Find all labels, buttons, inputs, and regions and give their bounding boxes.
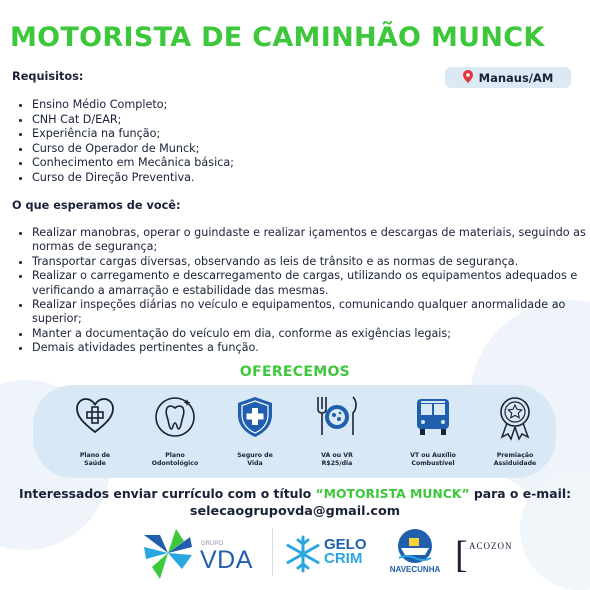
divider (272, 528, 273, 576)
list-item: • Manter a documentação do veículo em dia, conforme as exigências legais; (32, 327, 590, 341)
list-item: • Demais atividades pertinentes a função. (32, 341, 590, 355)
meal-icon (314, 393, 360, 439)
list-item: • Experiência na função; (32, 127, 332, 142)
snowflake-icon (283, 534, 323, 574)
acozon-bracket: [ (455, 534, 468, 576)
benefit-label: Plano de Saúde (79, 452, 111, 467)
list-item: • Curso de Operador de Munck; (32, 142, 332, 157)
call-to-action: Interessados enviar currículo com o título “MOTORISTA MUNCK” para o e-mail: (18, 486, 572, 501)
list-item: • Transportar cargas diversas, observando as leis de trânsito e as normas de segurança. (32, 255, 590, 269)
benefit-meal-voucher (297, 385, 377, 478)
expectations-heading: O que esperamos de você: (12, 199, 181, 212)
benefits-panel (33, 385, 556, 478)
requirements-list (18, 98, 332, 185)
offers-heading: OFERECEMOS (239, 364, 351, 380)
benefit-label: VT ou Auxílio Combustível (410, 452, 456, 467)
requirements-heading: Requisitos: (12, 70, 84, 83)
benefit-label: Premiação Assiduidade (493, 452, 537, 467)
expectations-list (18, 226, 590, 356)
location-text: Manaus/AM (478, 70, 554, 85)
award-ribbon-icon (494, 395, 536, 441)
shield-cross-icon (234, 395, 276, 439)
tooth-icon (154, 395, 196, 437)
navecunha-logo: NAVECUNHA (385, 528, 445, 580)
benefit-label: Seguro de Vida (237, 452, 273, 467)
map-pin-icon (463, 70, 473, 86)
vda-mark-icon (140, 525, 196, 581)
ship-icon (395, 528, 435, 564)
list-item: • Realizar manobras, operar o guindaste e realizar içamentos e descargas de materiais, seguindo as normas de segurança; (32, 226, 590, 255)
list-item: • CNH Cat D/EAR; (32, 113, 332, 128)
benefit-health-plan (55, 385, 135, 478)
list-item: • Realizar o carregamento e descarregamento de cargas, utilizando os equipamentos adequados e verificando a amarração e estabilidade das mesmas. (32, 269, 590, 298)
gelo-crim-logo: GELO CRIM (283, 532, 383, 578)
benefit-dental-plan (135, 385, 215, 478)
location-badge (445, 67, 571, 88)
list-item: • Realizar inspeções diárias no veículo e equipamentos, comunicando qualquer anormalidade ao superior; (32, 298, 590, 327)
benefit-transport-voucher (393, 385, 473, 478)
benefit-label: VA ou VR R$25/dia (321, 452, 353, 467)
contact-email[interactable]: selecaogrupovda@gmail.com (189, 504, 401, 519)
partner-logos (0, 520, 590, 590)
subject-highlight: “MOTORISTA MUNCK” (315, 486, 470, 501)
benefit-life-insurance (215, 385, 295, 478)
list-item: • Curso de Direção Preventiva. (32, 171, 332, 186)
vda-logo: GRUPO VDA (140, 523, 270, 583)
acozon-logo: [ ACOZON (455, 534, 513, 576)
benefit-attendance-award (475, 385, 555, 478)
list-item: • Conhecimento em Mecânica básica; (32, 156, 332, 171)
benefit-label: Plano Odontológico (151, 452, 199, 467)
heart-plus-icon (74, 395, 116, 437)
page-title: MOTORISTA DE CAMINHÃO MUNCK (10, 22, 545, 53)
bus-icon (412, 395, 454, 439)
list-item: • Ensino Médio Completo; (32, 98, 332, 113)
